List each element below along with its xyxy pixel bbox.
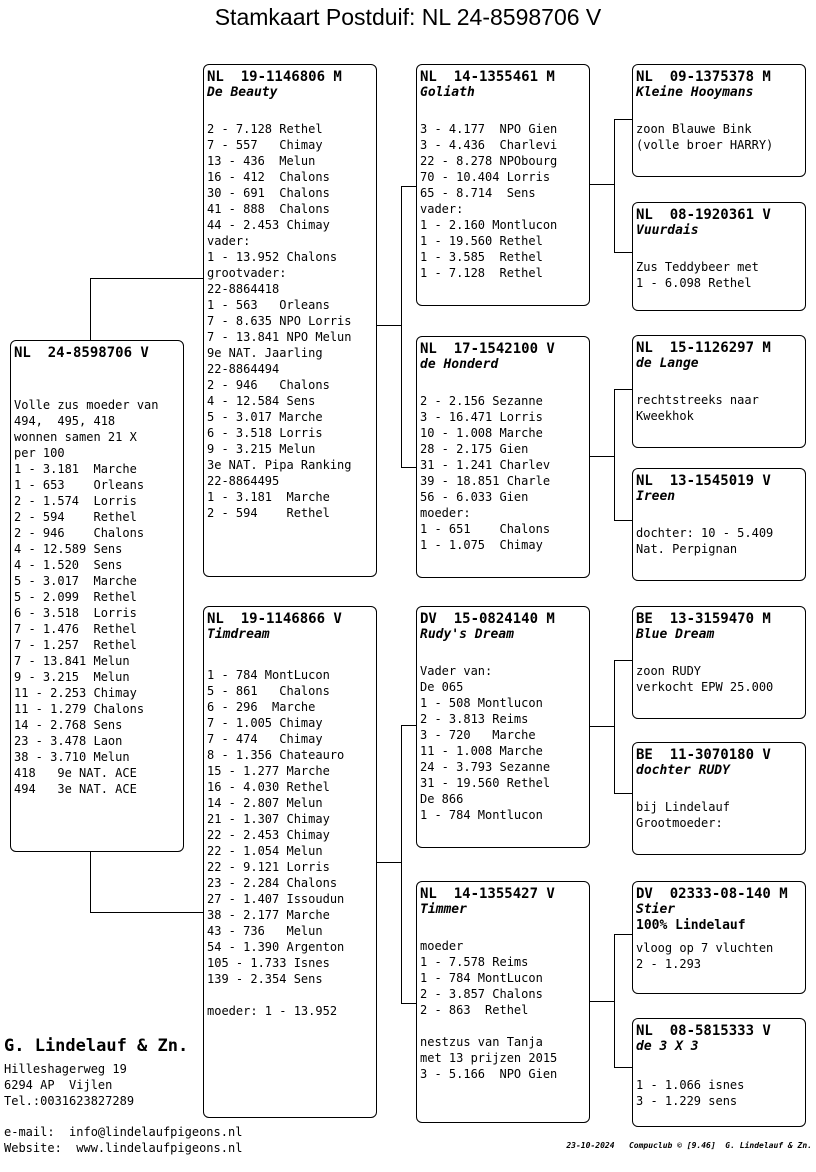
result-line: vader: [207, 234, 251, 248]
connector-main-father-v [90, 278, 91, 340]
connector-mother-mf [401, 725, 417, 726]
result-line: 38 - 3.710 Melun [14, 750, 130, 764]
connector-ff-fff [614, 119, 633, 120]
result-line: zoon Blauwe Bink [636, 122, 752, 136]
results-list [636, 663, 802, 695]
result-line: 22 - 9.121 Lorris [207, 860, 330, 874]
ring-number: NL 08-1920361 V [636, 207, 771, 223]
result-line: 1 - 1.075 Chimay [420, 538, 543, 552]
result-line: 4 - 12.589 Sens [14, 542, 123, 556]
ring-number: NL 14-1355427 V [420, 886, 555, 902]
result-line: 39 - 18.851 Charle [420, 474, 551, 488]
result-line: 2 - 7.128 Rethel [207, 122, 323, 136]
website-link[interactable]: Website: www.lindelaufpigeons.nl [4, 1141, 243, 1155]
connector-father-ff [401, 186, 417, 187]
result-line: 30 - 691 Chalons [207, 186, 330, 200]
pigeon-name: Timmer [420, 902, 467, 917]
result-line: De 866 [420, 792, 464, 806]
result-line: 6 - 3.518 Lorris [207, 426, 323, 440]
result-line: 1 - 653 Orleans [14, 478, 145, 492]
result-line: 65 - 8.714 Sens [420, 186, 536, 200]
pigeon-name: de Honderd [420, 357, 499, 372]
connector-mm-h [589, 1001, 615, 1002]
email-link[interactable]: e-mail: info@lindelaufpigeons.nl [4, 1125, 243, 1139]
ring-number: NL 09-1375378 M [636, 69, 771, 85]
ring-number: NL 08-5815333 V [636, 1023, 771, 1039]
result-line: 5 - 3.017 Marche [14, 574, 137, 588]
footer-credit: 23-10-2024 Compuclub © [9.46] G. Lindelauf & Zn. [566, 1141, 812, 1150]
result-line: 1 - 3.181 Marche [14, 462, 137, 476]
result-line: 70 - 10.404 Lorris [420, 170, 551, 184]
ring-number: NL 17-1542100 V [420, 341, 555, 357]
pigeon-name: de 3 X 3 [636, 1039, 699, 1054]
owner-block [4, 1035, 188, 1109]
result-line: 4 - 1.520 Sens [14, 558, 123, 572]
results-list [636, 121, 802, 153]
result-line: 22-8864418 [207, 282, 280, 296]
result-line: 2 - 594 Rethel [14, 510, 137, 524]
result-line: met 13 prijzen 2015 [420, 1051, 558, 1065]
pigeon-name: Rudy's Dream [420, 627, 514, 642]
result-line: 31 - 19.560 Rethel [420, 776, 551, 790]
result-line: grootvader: [207, 266, 287, 280]
connector-father-v [401, 186, 402, 468]
results-list [636, 525, 802, 557]
results-list [420, 121, 586, 281]
connector-mf-h [589, 726, 615, 727]
result-line: 15 - 1.277 Marche [207, 764, 330, 778]
result-line: 14 - 2.807 Melun [207, 796, 323, 810]
ring-number: NL 14-1355461 M [420, 69, 555, 85]
pigeon-name: de Lange [636, 356, 699, 371]
result-line: 7 - 13.841 Melun [14, 654, 130, 668]
result-line: Grootmoeder: [636, 816, 723, 830]
pigeon-name: Vuurdais [636, 223, 699, 238]
result-line: 7 - 1.257 Rethel [14, 638, 137, 652]
result-line: 1 - 784 Montlucon [420, 808, 543, 822]
result-line: 9 - 3.215 Melun [207, 442, 316, 456]
result-line: vloog op 7 vluchten [636, 941, 774, 955]
connector-fm-fmf [614, 389, 633, 390]
result-line: 23 - 3.478 Laon [14, 734, 123, 748]
owner-phone: Tel.:0031623827289 [4, 1094, 135, 1108]
result-line: 1 - 7.128 Rethel [420, 266, 543, 280]
connector-ff-ffm [614, 252, 633, 253]
pigeon-name: De Beauty [207, 85, 278, 100]
pigeon-name: Kleine Hooymans [636, 85, 754, 100]
result-line: 43 - 736 Melun [207, 924, 323, 938]
result-line: 3 - 16.471 Lorris [420, 410, 543, 424]
result-line: 1 - 784 MontLucon [420, 971, 543, 985]
pigeon-card-ff[interactable] [416, 64, 590, 306]
result-line: 11 - 1.279 Chalons [14, 702, 145, 716]
result-line: 9e NAT. Jaarling [207, 346, 323, 360]
result-line: 1 - 3.181 Marche [207, 490, 330, 504]
result-line: per 100 [14, 446, 65, 460]
results-list [207, 121, 373, 521]
result-line: 6 - 296 Marche [207, 700, 316, 714]
result-line: 3 - 1.229 sens [636, 1094, 738, 1108]
pigeon-card-mm[interactable] [416, 881, 590, 1123]
result-line: 2 - 2.156 Sezanne [420, 394, 543, 408]
ring-number: BE 13-3159470 M [636, 611, 771, 627]
result-line: 2 - 1.293 [636, 957, 702, 971]
result-line: 22 - 8.278 NPObourg [420, 154, 558, 168]
result-line: 1 - 2.160 Montlucon [420, 218, 558, 232]
pigeon-name: dochter RUDY [636, 763, 730, 778]
result-line: 31 - 1.241 Charlev [420, 458, 551, 472]
result-line: 1 - 784 MontLucon [207, 668, 330, 682]
pigeon-name: Timdream [207, 627, 270, 642]
connector-ff-h [589, 184, 615, 185]
pigeon-card-mmm[interactable] [632, 1018, 806, 1127]
pigeon-card-mmf[interactable] [632, 881, 806, 994]
result-line: 1 - 563 Orleans [207, 298, 330, 312]
result-line: 2 - 863 Rethel [420, 1003, 529, 1017]
results-list [420, 938, 586, 1082]
result-line: Vader van: [420, 664, 493, 678]
result-line: 7 - 13.841 NPO Melun [207, 330, 352, 344]
result-line: 5 - 861 Chalons [207, 684, 330, 698]
pigeon-card-fmm[interactable] [632, 468, 806, 581]
result-line: 22-8864494 [207, 362, 280, 376]
pigeon-card-fmf[interactable] [632, 335, 806, 448]
results-list [636, 799, 802, 831]
result-line: moeder: [420, 506, 471, 520]
connector-mm-mmm [614, 1067, 633, 1068]
pigeon-name: Ireen [636, 489, 676, 504]
result-line: Volle zus moeder van [14, 398, 159, 412]
result-line: 2 - 3.813 Reims [420, 712, 529, 726]
connector-main-mother-v [90, 852, 91, 913]
pigeon-name: Goliath [420, 85, 475, 100]
result-line: 5 - 2.099 Rethel [14, 590, 137, 604]
contact-block [4, 1124, 242, 1156]
result-line: 3e NAT. Pipa Ranking [207, 458, 352, 472]
result-line: 494, 495, 418 [14, 414, 116, 428]
connector-mf-mff [614, 660, 633, 661]
result-line: 22 - 1.054 Melun [207, 844, 323, 858]
result-line: 9 - 3.215 Melun [14, 670, 130, 684]
connector-father-fm [401, 467, 417, 468]
connector-mm-v [614, 934, 615, 1068]
result-line: 7 - 557 Chimay [207, 138, 323, 152]
result-line: 1 - 7.578 Reims [420, 955, 529, 969]
result-line: 1 - 3.585 Rethel [420, 250, 543, 264]
results-list [420, 393, 586, 553]
results-list [14, 397, 180, 797]
pigeon-card-ffm[interactable] [632, 202, 806, 311]
connector-main-father-h [90, 278, 204, 279]
result-line: moeder [420, 939, 464, 953]
result-line: 10 - 1.008 Marche [420, 426, 543, 440]
ring-number: DV 02333-08-140 M [636, 886, 788, 902]
result-line: 418 9e NAT. ACE [14, 766, 137, 780]
result-line: 1 - 13.952 Chalons [207, 250, 338, 264]
pigeon-subtitle: 100% Lindelauf [636, 918, 746, 933]
result-line: 54 - 1.390 Argenton [207, 940, 345, 954]
result-line: bij Lindelauf [636, 800, 730, 814]
ring-number: NL 19-1146866 V [207, 611, 342, 627]
result-line: De 065 [420, 680, 464, 694]
result-line: 2 - 3.857 Chalons [420, 987, 543, 1001]
pigeon-card-father[interactable] [203, 64, 377, 577]
result-line: 105 - 1.733 Isnes [207, 956, 330, 970]
result-line: 7 - 474 Chimay [207, 732, 323, 746]
connector-fm-fmm [614, 520, 633, 521]
result-line: 4 - 12.584 Sens [207, 394, 316, 408]
result-line: Nat. Perpignan [636, 542, 738, 556]
result-line: 1 - 651 Chalons [420, 522, 551, 536]
result-line: moeder: 1 - 13.952 [207, 1004, 338, 1018]
result-line: 7 - 1.005 Chimay [207, 716, 323, 730]
result-line: 16 - 412 Chalons [207, 170, 330, 184]
result-line: 13 - 436 Melun [207, 154, 316, 168]
result-line: 1 - 1.066 isnes [636, 1078, 745, 1092]
result-line: 41 - 888 Chalons [207, 202, 330, 216]
result-line: 23 - 2.284 Chalons [207, 876, 338, 890]
ring-number: NL 13-1545019 V [636, 473, 771, 489]
result-line: rechtstreeks naar [636, 393, 759, 407]
connector-mother-v [401, 725, 402, 1004]
pigeon-card-mff[interactable] [632, 606, 806, 719]
result-line: 27 - 1.407 Issoudun [207, 892, 345, 906]
result-line [207, 987, 373, 1003]
result-line: vader: [420, 202, 464, 216]
results-list [636, 1077, 802, 1109]
result-line: wonnen samen 21 X [14, 430, 137, 444]
result-line: 1 - 508 Montlucon [420, 696, 543, 710]
pigeon-name: Blue Dream [636, 627, 715, 642]
result-line: 2 - 1.574 Lorris [14, 494, 137, 508]
result-line: 28 - 2.175 Gien [420, 442, 529, 456]
pigeon-card-mf[interactable] [416, 606, 590, 848]
pigeon-card-fff[interactable] [632, 64, 806, 177]
connector-main-mother-h [90, 912, 204, 913]
result-line: 3 - 4.436 Charlevi [420, 138, 558, 152]
result-line: 5 - 3.017 Marche [207, 410, 323, 424]
connector-ff-v [614, 119, 615, 253]
result-line: 2 - 946 Chalons [207, 378, 330, 392]
result-line: 7 - 1.476 Rethel [14, 622, 137, 636]
pigeon-card-mfm[interactable] [632, 742, 806, 855]
result-line: 1 - 6.098 Rethel [636, 276, 752, 290]
result-line: 14 - 2.768 Sens [14, 718, 123, 732]
result-line [420, 1018, 586, 1034]
connector-mf-v [614, 660, 615, 794]
results-list [207, 667, 373, 1019]
connector-mother-mm [401, 1003, 417, 1004]
owner-name: G. Lindelauf & Zn. [4, 1036, 189, 1056]
result-line: 7 - 8.635 NPO Lorris [207, 314, 352, 328]
result-line: 2 - 946 Chalons [14, 526, 145, 540]
connector-mf-mfm [614, 793, 633, 794]
ring-number: NL 15-1126297 M [636, 340, 771, 356]
result-line: 139 - 2.354 Sens [207, 972, 323, 986]
ring-number: BE 11-3070180 V [636, 747, 771, 763]
result-line: zoon RUDY [636, 664, 702, 678]
result-line: 21 - 1.307 Chimay [207, 812, 330, 826]
result-line: 3 - 5.166 NPO Gien [420, 1067, 558, 1081]
result-line: 8 - 1.356 Chateauro [207, 748, 345, 762]
results-list [636, 940, 802, 972]
ring-number: DV 15-0824140 M [420, 611, 555, 627]
pigeon-name: Stier [636, 902, 676, 917]
result-line: (volle broer HARRY) [636, 138, 774, 152]
pigeon-card-main[interactable] [10, 340, 184, 852]
result-line: 16 - 4.030 Rethel [207, 780, 330, 794]
result-line: 6 - 3.518 Lorris [14, 606, 137, 620]
result-line: 3 - 720 Marche [420, 728, 536, 742]
result-line: verkocht EPW 25.000 [636, 680, 774, 694]
result-line: 56 - 6.033 Gien [420, 490, 529, 504]
result-line: 3 - 4.177 NPO Gien [420, 122, 558, 136]
result-line: 44 - 2.453 Chimay [207, 218, 330, 232]
connector-fm-v [614, 389, 615, 521]
results-list [420, 663, 586, 823]
connector-mother-h [376, 862, 402, 863]
results-list [636, 392, 802, 424]
result-line: 24 - 3.793 Sezanne [420, 760, 551, 774]
result-line: 1 - 19.560 Rethel [420, 234, 543, 248]
result-line: 38 - 2.177 Marche [207, 908, 330, 922]
ring-number: NL 19-1146806 M [207, 69, 342, 85]
result-line: Zus Teddybeer met [636, 260, 759, 274]
result-line: 11 - 2.253 Chimay [14, 686, 137, 700]
connector-fm-h [589, 456, 615, 457]
connector-father-h [376, 325, 402, 326]
result-line: 2 - 594 Rethel [207, 506, 330, 520]
pigeon-card-mother[interactable] [203, 606, 377, 1118]
result-line: 11 - 1.008 Marche [420, 744, 543, 758]
result-line: 494 3e NAT. ACE [14, 782, 137, 796]
connector-mm-mmf [614, 934, 633, 935]
pigeon-card-fm[interactable] [416, 336, 590, 578]
result-line: dochter: 10 - 5.409 [636, 526, 774, 540]
ring-number: NL 24-8598706 V [14, 345, 149, 361]
results-list [636, 259, 802, 291]
result-line: 22-8864495 [207, 474, 280, 488]
owner-street: Hilleshagerweg 19 [4, 1062, 127, 1076]
result-line: nestzus van Tanja [420, 1035, 543, 1049]
page-title: Stamkaart Postduif: NL 24-8598706 V [214, 4, 602, 30]
owner-city: 6294 AP Vijlen [4, 1078, 113, 1092]
result-line: 22 - 2.453 Chimay [207, 828, 330, 842]
result-line: Kweekhok [636, 409, 694, 423]
